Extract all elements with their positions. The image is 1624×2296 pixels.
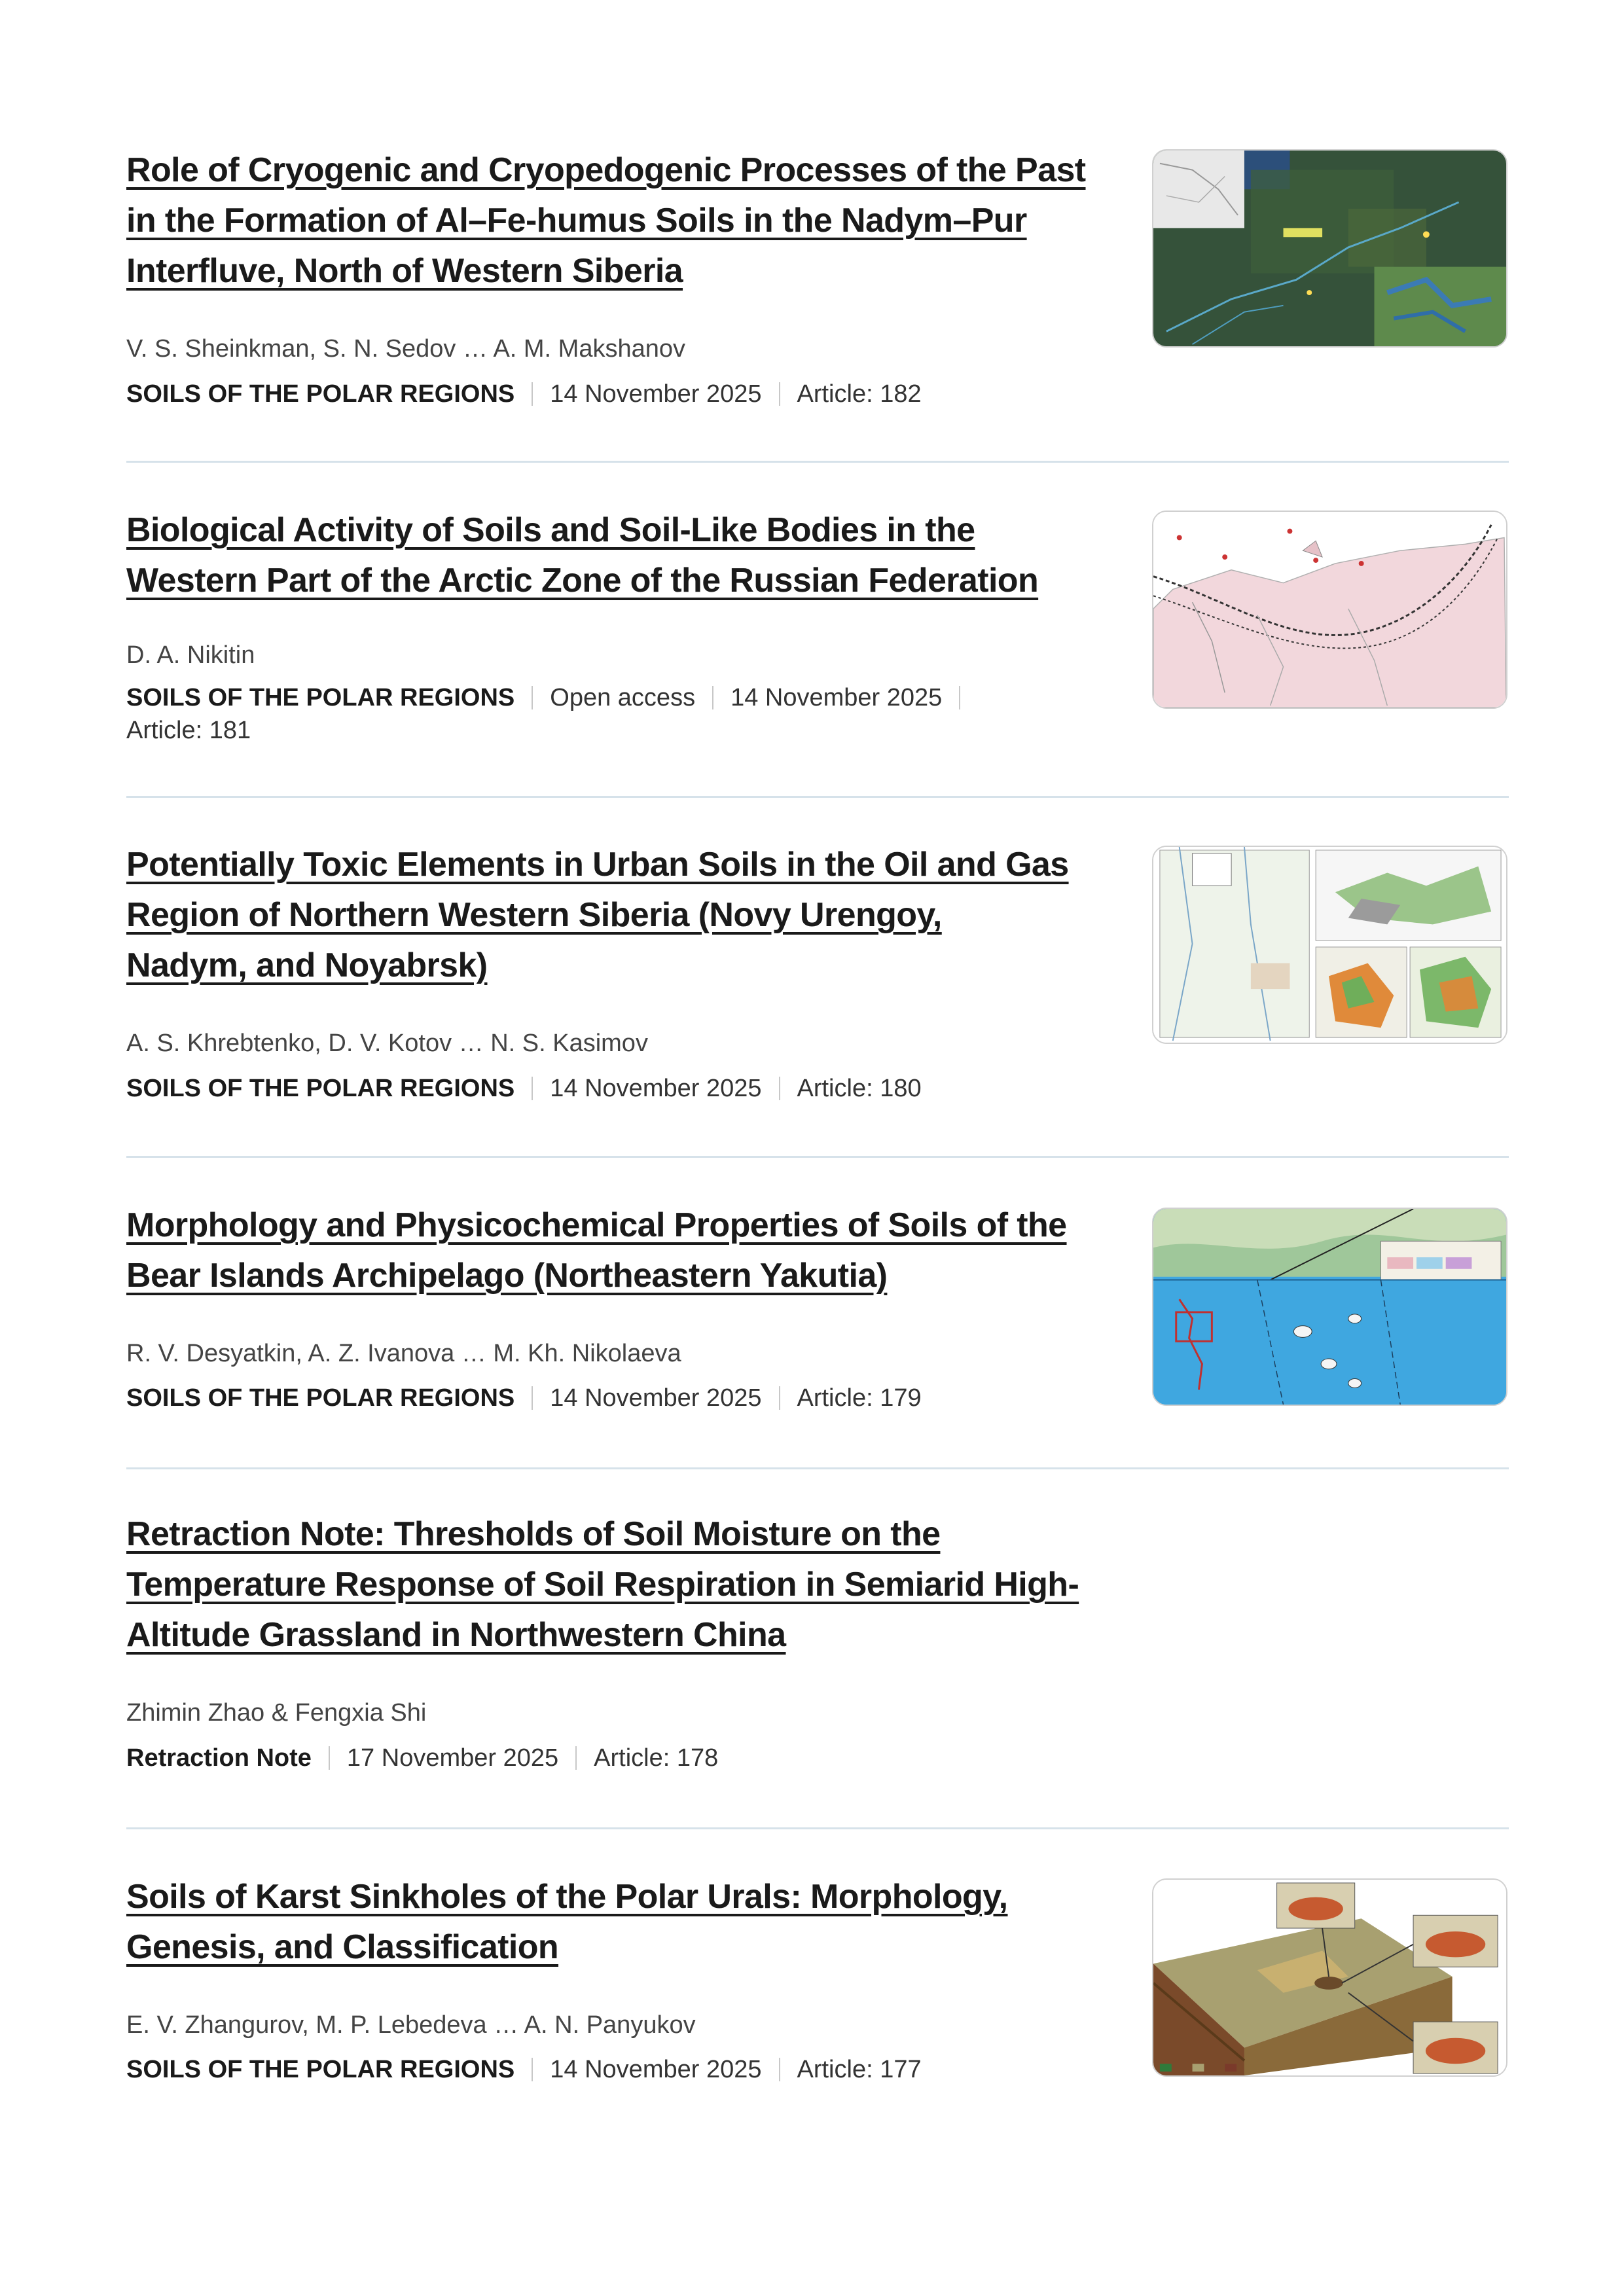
article-authors: A. S. Khrebtenko, D. V. Kotov … N. S. Kasimov bbox=[126, 1030, 648, 1057]
meta-separator bbox=[779, 2058, 780, 2081]
publication-date: 14 November 2025 bbox=[550, 1075, 762, 1102]
publication-date: 14 November 2025 bbox=[550, 380, 762, 408]
article-title-link[interactable]: Role of Cryogenic and Cryopedogenic Processes of the Past in the Formation of Al–Fe-humus Soils in the Nadym–Pur Interfluve, North of Western Siberia bbox=[126, 151, 1086, 290]
meta-separator bbox=[575, 1746, 577, 1770]
article-authors: R. V. Desyatkin, A. Z. Ivanova … M. Kh. Nikolaeva bbox=[126, 1340, 681, 1367]
meta-separator bbox=[779, 382, 780, 406]
article-meta bbox=[126, 2053, 1108, 2086]
publication-date: 14 November 2025 bbox=[731, 684, 943, 711]
divider bbox=[126, 461, 1509, 463]
article-title-link[interactable]: Potentially Toxic Elements in Urban Soils in the Oil and Gas Region of Northern Western Siberia (Novy Urengoy, Nadym, and Noyabrsk) bbox=[126, 846, 1069, 984]
journal-name: SOILS OF THE POLAR REGIONS bbox=[126, 380, 515, 408]
journal-name: SOILS OF THE POLAR REGIONS bbox=[126, 1075, 515, 1102]
article-number: Article: 180 bbox=[797, 1075, 922, 1102]
article-meta bbox=[126, 681, 1108, 747]
article-authors: Zhimin Zhao & Fengxia Shi bbox=[126, 1699, 427, 1727]
meta-separator bbox=[532, 382, 533, 406]
divider bbox=[126, 1827, 1509, 1829]
article-number: Article: 182 bbox=[797, 380, 922, 408]
publication-date: 14 November 2025 bbox=[550, 2056, 762, 2083]
meta-separator bbox=[779, 1386, 780, 1410]
journal-name: SOILS OF THE POLAR REGIONS bbox=[126, 1384, 515, 1412]
journal-name: SOILS OF THE POLAR REGIONS bbox=[126, 2056, 515, 2083]
article-authors: V. S. Sheinkman, S. N. Sedov … A. M. Makshanov bbox=[126, 335, 685, 363]
meta-separator bbox=[532, 686, 533, 709]
article-title-link[interactable]: Retraction Note: Thresholds of Soil Moisture on the Temperature Response of Soil Respiration in Semiarid High- Altitude Grassland in Northwestern China bbox=[126, 1515, 1079, 1654]
article-meta bbox=[126, 1072, 1108, 1105]
article-authors: D. A. Nikitin bbox=[126, 641, 255, 669]
meta-separator bbox=[329, 1746, 330, 1770]
urban-soil-maps-thumbnail[interactable] bbox=[1152, 846, 1507, 1044]
article-number: Article: 178 bbox=[594, 1744, 719, 1772]
bear-islands-map-thumbnail[interactable] bbox=[1152, 1208, 1507, 1406]
meta-separator bbox=[532, 1077, 533, 1100]
karst-sinkhole-diagram-thumbnail[interactable] bbox=[1152, 1878, 1507, 2077]
article-authors: E. V. Zhangurov, M. P. Lebedeva … A. N. Panyukov bbox=[126, 2011, 696, 2039]
article-title-link[interactable]: Soils of Karst Sinkholes of the Polar Urals: Morphology, Genesis, and Classification bbox=[126, 1878, 1008, 1966]
meta-separator bbox=[532, 2058, 533, 2081]
satellite-map-thumbnail[interactable] bbox=[1152, 149, 1507, 348]
meta-separator bbox=[779, 1077, 780, 1100]
article-meta bbox=[126, 378, 1108, 410]
access-badge: Open access bbox=[550, 684, 696, 711]
article-meta bbox=[126, 1382, 1108, 1414]
article-number: Article: 179 bbox=[797, 1384, 922, 1412]
article-number: Article: 177 bbox=[797, 2056, 922, 2083]
divider bbox=[126, 1156, 1509, 1158]
article-title-link[interactable]: Morphology and Physicochemical Properties of Soils of the Bear Islands Archipelago (Northeastern Yakutia) bbox=[126, 1206, 1067, 1295]
meta-separator bbox=[959, 686, 960, 709]
article-title-link[interactable]: Biological Activity of Soils and Soil-Like Bodies in the Western Part of the Arctic Zone of the Russian Federation bbox=[126, 511, 1039, 600]
article-meta bbox=[126, 1742, 1108, 1774]
publication-date: 17 November 2025 bbox=[346, 1744, 559, 1772]
meta-separator bbox=[532, 1386, 533, 1410]
journal-name: SOILS OF THE POLAR REGIONS bbox=[126, 684, 515, 711]
divider bbox=[126, 1467, 1509, 1469]
publication-date: 14 November 2025 bbox=[550, 1384, 762, 1412]
article-number: Article: 181 bbox=[126, 717, 251, 744]
meta-separator bbox=[712, 686, 713, 709]
article-type: Retraction Note bbox=[126, 1744, 312, 1772]
arctic-russia-map-thumbnail[interactable] bbox=[1152, 511, 1507, 709]
divider bbox=[126, 796, 1509, 798]
